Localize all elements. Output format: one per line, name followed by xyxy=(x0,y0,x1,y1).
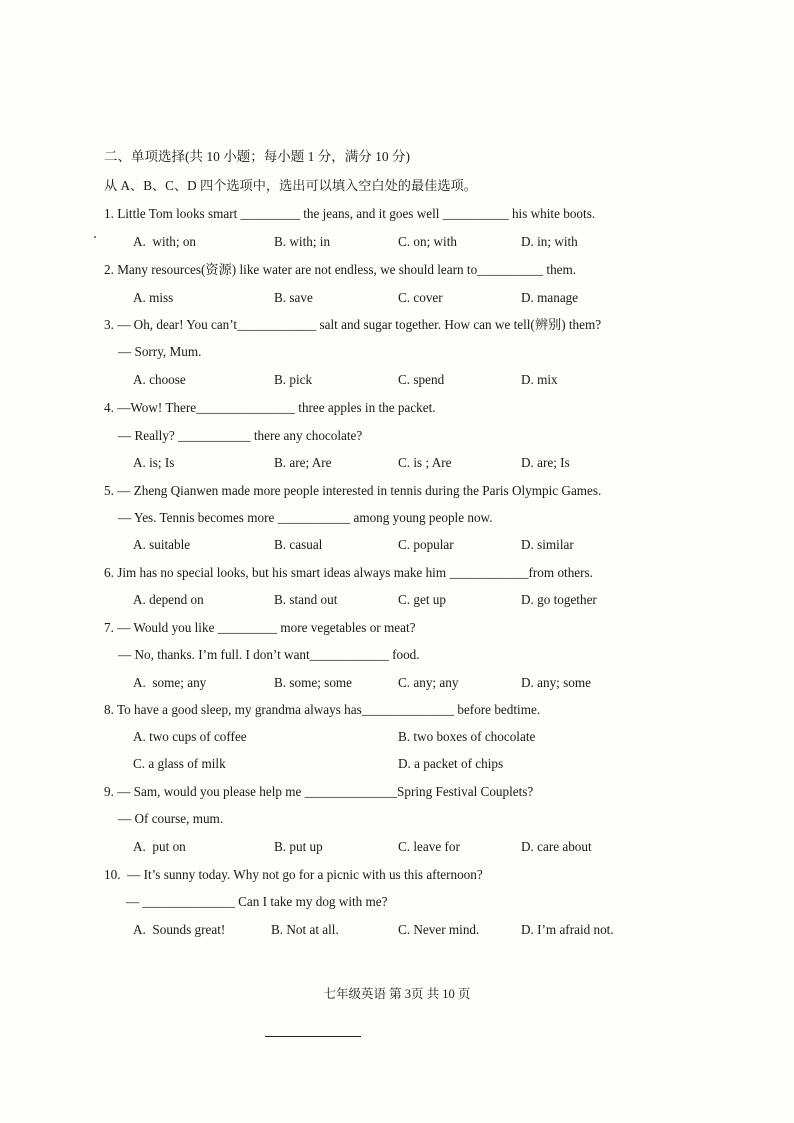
question-8-option-a: A. two cups of coffee xyxy=(133,729,247,744)
question-1-option-a: A. with; on xyxy=(133,234,197,249)
question-10-reply: — ______________ Can I take my dog with me? xyxy=(126,894,388,909)
question-1-option-c: C. on; with xyxy=(398,234,457,249)
question-9-option-b: B. put up xyxy=(274,839,323,854)
footer-rule xyxy=(265,1036,361,1037)
question-6-option-d: D. go together xyxy=(521,592,597,607)
question-4-option-b: B. are; Are xyxy=(274,455,332,470)
question-6-option-a: A. depend on xyxy=(133,592,204,607)
section-title: 二、单项选择(共 10 小题；每小题 1 分，满分 10 分) xyxy=(104,149,410,164)
question-8-option-b: B. two boxes of chocolate xyxy=(398,729,536,744)
question-2-option-c: C. cover xyxy=(398,290,443,305)
question-9-option-c: C. leave for xyxy=(398,839,460,854)
section-instruction: 从 A、B、C、D 四个选项中，选出可以填入空白处的最佳选项。 xyxy=(104,178,477,193)
question-7-option-d: D. any; some xyxy=(521,675,591,690)
question-8-stem: 8. To have a good sleep, my grandma always has______________ before bedtime. xyxy=(104,702,541,717)
question-7-stem: 7. — Would you like _________ more vegetables or meat? xyxy=(104,620,416,635)
scan-speck xyxy=(94,236,96,238)
question-3-stem: 3. — Oh, dear! You can’t____________ salt and sugar together. How can we tell(辨别) them? xyxy=(104,317,602,332)
question-10-option-a: A. Sounds great! xyxy=(133,922,226,937)
question-4-stem: 4. —Wow! There_______________ three apples in the packet. xyxy=(104,400,436,415)
question-5-option-b: B. casual xyxy=(274,537,323,552)
question-1-option-b: B. with; in xyxy=(274,234,331,249)
question-9-stem: 9. — Sam, would you please help me ______________Spring Festival Couplets? xyxy=(104,784,534,799)
question-7-option-a: A. some; any xyxy=(133,675,207,690)
question-4-option-c: C. is ; Are xyxy=(398,455,452,470)
question-3-option-c: C. spend xyxy=(398,372,445,387)
question-3-option-b: B. pick xyxy=(274,372,313,387)
question-3-option-d: D. mix xyxy=(521,372,558,387)
question-5-option-d: D. similar xyxy=(521,537,574,552)
question-1-option-d: D. in; with xyxy=(521,234,578,249)
question-4-reply: — Really? ___________ there any chocolate? xyxy=(118,428,363,443)
question-2-option-a: A. miss xyxy=(133,290,174,305)
question-2-option-d: D. manage xyxy=(521,290,579,305)
question-7-option-b: B. some; some xyxy=(274,675,353,690)
page-footer: 七年级英语 第 3页 共 10 页 xyxy=(323,987,471,1001)
question-5-stem: 5. — Zheng Qianwen made more people interested in tennis during the Paris Olympic Games. xyxy=(104,483,602,498)
question-10-option-c: C. Never mind. xyxy=(398,922,480,937)
question-8-option-d: D. a packet of chips xyxy=(398,756,504,771)
question-6-stem: 6. Jim has no special looks, but his smart ideas always make him ____________from others. xyxy=(104,565,593,580)
question-10-stem: 10. — It’s sunny today. Why not go for a picnic with us this afternoon? xyxy=(104,867,483,882)
question-8-option-c: C. a glass of milk xyxy=(133,756,226,771)
question-2-stem: 2. Many resources(资源) like water are not endless, we should learn to__________ them. xyxy=(104,262,577,277)
question-9-reply: — Of course, mum. xyxy=(118,811,224,826)
question-9-option-a: A. put on xyxy=(133,839,186,854)
question-1-stem: 1. Little Tom looks smart _________ the jeans, and it goes well __________ his white boots. xyxy=(104,206,596,221)
question-5-option-c: C. popular xyxy=(398,537,454,552)
question-4-option-d: D. are; Is xyxy=(521,455,570,470)
question-9-option-d: D. care about xyxy=(521,839,592,854)
question-4-option-a: A. is; Is xyxy=(133,455,175,470)
question-6-option-b: B. stand out xyxy=(274,592,338,607)
question-10-option-b: B. Not at all. xyxy=(271,922,339,937)
question-7-reply: — No, thanks. I’m full. I don’t want____________ food. xyxy=(118,647,420,662)
question-5-reply: — Yes. Tennis becomes more ___________ among young people now. xyxy=(118,510,493,525)
question-5-option-a: A. suitable xyxy=(133,537,191,552)
question-6-option-c: C. get up xyxy=(398,592,446,607)
question-10-option-d: D. I’m afraid not. xyxy=(521,922,614,937)
question-3-reply: — Sorry, Mum. xyxy=(118,344,202,359)
question-2-option-b: B. save xyxy=(274,290,313,305)
question-3-option-a: A. choose xyxy=(133,372,186,387)
question-7-option-c: C. any; any xyxy=(398,675,459,690)
